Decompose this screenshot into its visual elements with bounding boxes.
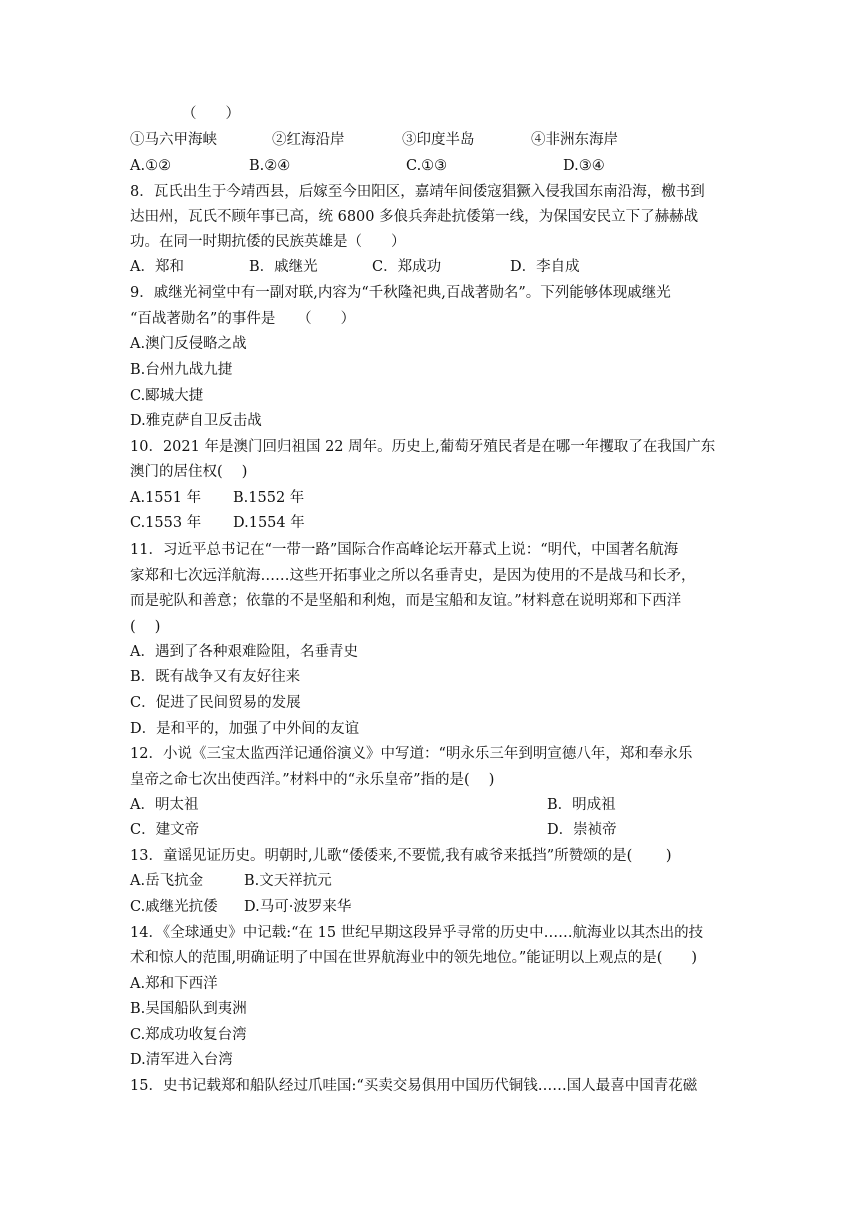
q13-choice-c: C.戚继光抗倭 — [130, 899, 218, 915]
q11-choice-c: C．促进了民间贸易的发展 — [130, 695, 301, 711]
q9-choice-b: B.台州九战九捷 — [130, 362, 233, 378]
q14-choice-c: C.郑成功收复台湾 — [130, 1027, 247, 1043]
q11-line-4: ( ) — [130, 619, 161, 635]
q14-choice-b: B.吴国船队到夷洲 — [130, 1001, 247, 1017]
choice-d: D.③④ — [563, 158, 605, 174]
q14-choice-d: D.清军进入台湾 — [130, 1052, 233, 1068]
q13-choice-d: D.马可·波罗来华 — [244, 899, 352, 915]
q11-choice-a: A．遇到了各种艰难险阻，名垂青史 — [130, 644, 358, 660]
item-3: ③印度半岛 — [402, 132, 475, 148]
q9-choice-d: D.雅克萨自卫反击战 — [130, 413, 262, 429]
q11-line-1: 11．习近平总书记在“一带一路”国际合作高峰论坛开幕式上说：“明代，中国著名航海 — [130, 542, 679, 558]
q12-line-1: 12．小说《三宝太监西洋记通俗演义》中写道：“明永乐三年到明宣德八年，郑和奉永乐 — [130, 746, 693, 762]
choice-b: B.②④ — [249, 158, 291, 174]
q8-line-1: 8．瓦氏出生于今靖西县，后嫁至今田阳区，嘉靖年间倭寇猖獗入侵我国东南沿海，檄书到 — [130, 184, 705, 200]
q12-choice-d: D．崇祯帝 — [547, 822, 617, 838]
item-2: ②红海沿岸 — [272, 132, 345, 148]
q8-choice-d: D．李自成 — [510, 259, 580, 275]
q13-choice-b: B.文天祥抗元 — [244, 873, 332, 889]
q10-line-2: 澳门的居住权( ) — [130, 464, 248, 480]
item-1: ①马六甲海峡 — [130, 132, 217, 148]
q9-line-1: 9．戚继光祠堂中有一副对联,内容为“千秋隆祀典,百战著勋名”。下列能够体现戚继光 — [130, 285, 671, 301]
answer-paren: （ ） — [182, 106, 240, 122]
q11-choice-b: B．既有战争又有友好往来 — [130, 669, 301, 685]
q10-choice-a: A.1551 年 — [130, 490, 202, 506]
q15-line-1: 15．史书记载郑和船队经过爪哇国:“买卖交易俱用中国历代铜钱……国人最喜中国青花磁 — [130, 1078, 698, 1094]
q9-line-2: “百战著勋名”的事件是 （ ） — [130, 311, 356, 327]
q12-choice-b: B．明成祖 — [547, 797, 616, 813]
q13-line-1: 13．童谣见证历史。明朝时,儿歌“倭倭来,不要慌,我有戚爷来抵挡”所赞颂的是( ) — [130, 848, 672, 864]
q10-choice-c: C.1553 年 — [130, 515, 202, 531]
q14-choice-a: A.郑和下西洋 — [130, 976, 218, 992]
q8-choice-a: A．郑和 — [130, 259, 184, 275]
q11-line-2: 家郑和七次远洋航海……这些开拓事业之所以名垂青史，是因为使用的不是战马和长矛， — [130, 568, 696, 584]
item-4: ④非洲东海岸 — [531, 132, 618, 148]
q8-choice-c: C．郑成功 — [372, 259, 442, 275]
q11-line-3: 而是驼队和善意；依靠的不是坚船和利炮，而是宝船和友谊。”材料意在说明郑和下西洋 — [130, 593, 682, 609]
q8-line-2: 达田州，瓦氏不顾年事已高，统 6800 多俍兵奔赴抗倭第一线，为保国安民立下了赫赫战 — [130, 209, 699, 225]
choice-c: C.①③ — [406, 158, 448, 174]
q10-choice-b: B.1552 年 — [233, 490, 305, 506]
choice-a: A.①② — [130, 158, 172, 174]
q8-line-3: 功。在同一时期抗倭的民族英雄是（ ） — [130, 234, 406, 250]
q13-choice-a: A.岳飞抗金 — [130, 873, 204, 889]
q12-choice-c: C．建文帝 — [130, 822, 200, 838]
q9-choice-a: A.澳门反侵略之战 — [130, 336, 247, 352]
q12-line-2: 皇帝之命七次出使西洋。”材料中的“永乐皇帝”指的是( ) — [130, 772, 495, 788]
q11-choice-d: D．是和平的，加强了中外间的友谊 — [130, 721, 360, 737]
q10-line-1: 10．2021 年是澳门回归祖国 22 周年。历史上,葡萄牙殖民者是在哪一年攫取了在我国广东 — [130, 439, 716, 455]
q8-choice-b: B．戚继光 — [249, 259, 318, 275]
q14-line-1: 14．《全球通史》中记载:“在 15 世纪早期这段异乎寻常的历史中……航海业以其杰出的技 — [130, 925, 704, 941]
q10-choice-d: D.1554 年 — [233, 515, 305, 531]
q14-line-2: 术和惊人的范围,明确证明了中国在世界航海业中的领先地位。”能证明以上观点的是( ) — [130, 950, 698, 966]
q12-choice-a: A．明太祖 — [130, 797, 199, 813]
q9-choice-c: C.郾城大捷 — [130, 388, 204, 404]
